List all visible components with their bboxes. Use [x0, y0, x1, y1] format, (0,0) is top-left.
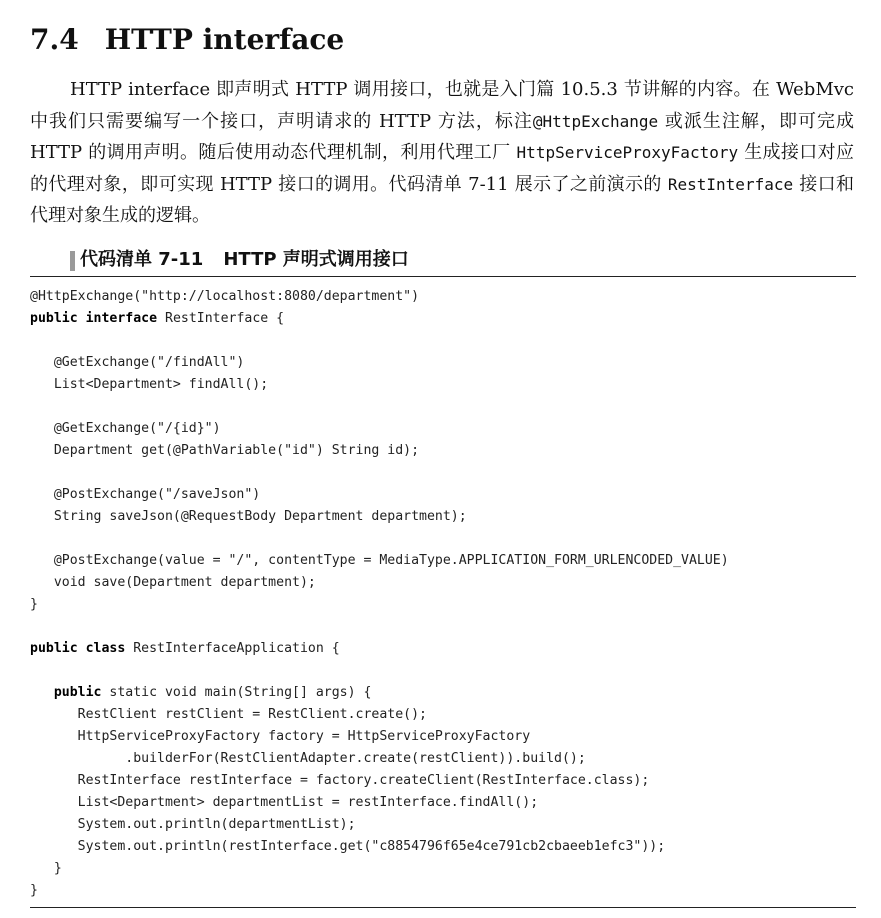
section-heading [30, 20, 344, 60]
code-line [30, 528, 729, 550]
code-token: void save(Department department); [30, 575, 316, 590]
code-line [30, 374, 729, 396]
listing-label: 代码清单 7-11 [80, 249, 204, 270]
code-line [30, 484, 729, 506]
code-token: List<Department> departmentList = restInterface.findAll(); [30, 795, 539, 810]
code-token: String saveJson(@RequestBody Department department); [30, 509, 467, 524]
code-token [78, 641, 86, 656]
code-token: Department get(@PathVariable("id") String id); [30, 443, 420, 458]
code-token: RestInterface { [157, 311, 285, 326]
section-title-text: HTTP interface [104, 23, 345, 56]
code-line [30, 638, 729, 660]
code-token: .builderFor(RestClientAdapter.create(restClient)).build(); [30, 751, 586, 766]
code-token: RestInterface restInterface = factory.createClient(RestInterface.class); [30, 773, 650, 788]
code-token [78, 311, 86, 326]
listing-title: HTTP 声明式调用接口 [223, 249, 409, 270]
code-token: @PostExchange("/saveJson") [30, 487, 261, 502]
code-line [30, 858, 729, 880]
paragraph-text: 或派生注解，即可完成 HTTP 的调用声明。随后使用动态代理机制，利用代理工厂 [30, 110, 854, 163]
code-token: RestInterfaceApplication { [125, 641, 340, 656]
code-line [30, 462, 729, 484]
code-line [30, 308, 729, 330]
inline-code: @HttpExchange [532, 111, 659, 131]
section-number: 7.4 [30, 23, 79, 56]
code-line [30, 594, 729, 616]
code-line [30, 880, 729, 902]
code-token: HttpServiceProxyFactory factory = HttpServiceProxyFactory [30, 729, 531, 744]
code-line [30, 352, 729, 374]
code-token: System.out.println(departmentList); [30, 817, 356, 832]
code-token [30, 685, 54, 700]
code-line [30, 418, 729, 440]
code-line [30, 792, 729, 814]
code-token: List<Department> findAll(); [30, 377, 269, 392]
code-line [30, 550, 729, 572]
code-token: @GetExchange("/findAll") [30, 355, 245, 370]
code-line [30, 396, 729, 418]
code-line [30, 330, 729, 352]
code-token: @GetExchange("/{id}") [30, 421, 221, 436]
listing-top-rule [30, 276, 856, 277]
code-line [30, 660, 729, 682]
code-line [30, 748, 729, 770]
code-token: @HttpExchange("http://localhost:8080/department") [30, 289, 420, 304]
code-keyword: public [53, 685, 102, 700]
code-token: @PostExchange(value = "/", contentType = MediaType.APPLICATION_FORM_URLENCODED_VALUE) [30, 553, 729, 568]
inline-code: RestInterface [667, 174, 794, 194]
code-keyword: class [85, 641, 126, 656]
code-token: } [30, 861, 62, 876]
code-listing [30, 286, 729, 902]
code-line [30, 572, 729, 594]
paragraph-text: 接口和代理对象生成的逻辑。 [30, 173, 854, 226]
code-keyword: public [30, 311, 78, 326]
code-line [30, 770, 729, 792]
listing-bottom-rule [30, 907, 856, 908]
code-line [30, 682, 729, 704]
code-token: static void main(String[] args) { [101, 685, 372, 700]
code-token: System.out.println(restInterface.get("c8854796f65e4ce791cb2cbaeeb1efc3")); [30, 839, 666, 854]
caption-bar [70, 251, 75, 271]
code-line [30, 616, 729, 638]
code-line [30, 704, 729, 726]
listing-caption [70, 246, 409, 274]
paragraph-text: 生成接口对应的代理对象，即可实现 HTTP 接口的调用。代码清单 7-11 展示了之前演示的 [30, 142, 854, 195]
paragraph-text: HTTP interface 即声明式 HTTP 调用接口，也就是入门篇 10.5.3 节讲解的内容。在 WebMvc 中我们只需要编写一个接口，声明请求的 HTTP 方法，标注 [30, 79, 854, 132]
code-token: } [30, 883, 38, 898]
code-line [30, 506, 729, 528]
code-line [30, 814, 729, 836]
code-token: } [30, 597, 38, 612]
code-line [30, 440, 729, 462]
code-token: RestClient restClient = RestClient.create(); [30, 707, 427, 722]
inline-code: HttpServiceProxyFactory [516, 143, 739, 162]
code-keyword: public [30, 641, 78, 656]
code-keyword: interface [85, 311, 158, 326]
intro-paragraph [30, 74, 854, 232]
code-line [30, 836, 729, 858]
code-line [30, 286, 729, 308]
code-line [30, 726, 729, 748]
